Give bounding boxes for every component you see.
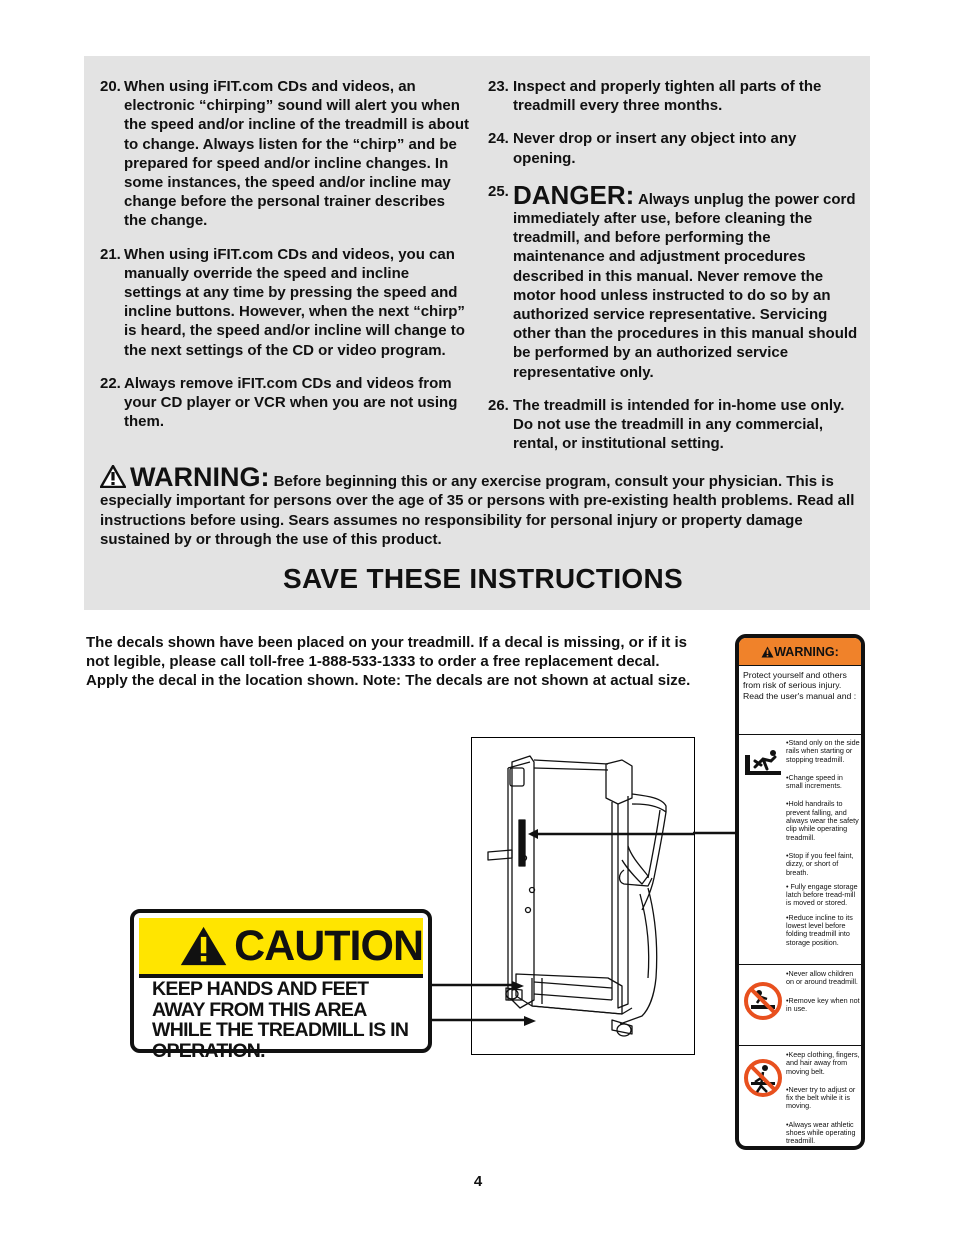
save-instructions-heading: SAVE THESE INSTRUCTIONS: [283, 563, 683, 594]
no-children-icon: [743, 981, 783, 1021]
warning-decal-header: [739, 638, 861, 666]
item-text: The treadmill is intended for in-home use only. Do not use the treadmill in any commercial, rental, or institutional setting.: [513, 396, 845, 453]
list-item: •Never allow children on or around treadmill.: [786, 969, 858, 987]
item-number: 21.: [100, 245, 121, 263]
no-loose-clothing-icon: [743, 1058, 783, 1098]
item-text: When using iFIT.com CDs and videos, you can manually override the speed and incline settings at any time by pressing the speed and incline buttons. However, when the next “chirp” is heard, the speed and/or incline will change to the next settings of the CD or video program.: [124, 245, 465, 359]
list-item: • Fully engage storage latch before tread-mill is moved or stored.: [786, 881, 858, 908]
stand-on-rails-icon: [743, 747, 783, 779]
warning-decal-intro: Protect yourself and others from risk of serious injury. Read the user's manual and :: [743, 670, 857, 701]
caution-text: KEEP HANDS AND FEET AWAY FROM THIS AREA WHILE THE TREADMILL IS IN OPERATION.: [152, 978, 409, 1062]
list-item: •Stand only on the side rails when starting or stopping treadmill.: [786, 738, 860, 764]
warning-text: Before beginning this or any exercise program, consult your physician. This is especially important for persons over the age of 35 or persons with pre-existing health problems. Read all instructions before using. Sears assumes no responsibility for personal injury or property damage sustained by or through the use of this product.: [100, 473, 855, 548]
warning-decal-section-1: [739, 734, 861, 964]
warning-decal-section-2: [739, 964, 861, 1045]
item-text: When using iFIT.com CDs and videos, an electronic “chirping” sound will alert you when the speed and/or incline of the treadmill is about to change. Always listen for the “chirp” and be prepared for speed and/or incline changes. In some instances, the speed and/or incline may change before the personal trainer describes the change.: [124, 78, 470, 230]
warning-label: WARNING:: [130, 462, 270, 492]
caution-decal: [130, 909, 432, 1062]
item-number: 25.: [488, 182, 509, 200]
list-item: •Hold handrails to prevent falling, and always wear the safety clip while operating treadmill.: [786, 799, 859, 842]
list-item: •Keep clothing, fingers, and hair away from moving belt.: [786, 1050, 860, 1076]
danger-label: DANGER:: [513, 179, 635, 210]
warning-triangle-icon: [761, 646, 774, 658]
list-item: •Reduce incline to its lowest level before folding treadmill into storage position.: [786, 912, 853, 947]
warning-decal-list-3: [786, 1046, 861, 1146]
item-number: 23.: [488, 78, 509, 95]
caution-header: [139, 918, 423, 978]
item-text: Inspect and properly tighten all parts of the treadmill every three months.: [513, 78, 822, 115]
item-text: Always unplug the power cord immediately after use, before cleaning the treadmill, and before performing the maintenance and adjustment procedures described in this manual. Never remove the motor hood unless instructed to do so by an authorized service representative. Servicing other than the procedures in this manual should be performed by an authorized service representative only.: [513, 190, 858, 381]
list-item: •Never try to adjust or fix the belt while it is moving.: [786, 1084, 856, 1111]
page-number: 4: [473, 1173, 483, 1190]
item-text: Always remove iFIT.com CDs and videos from your CD player or VCR when you are not using them.: [124, 374, 458, 431]
warning-decal-title: WARNING:: [774, 644, 839, 659]
list-item: •Remove key when not in use.: [786, 995, 860, 1013]
list-item: •Change speed in small increments.: [786, 772, 843, 791]
warning-decal-section-3: [739, 1045, 861, 1150]
item-number: 20.: [100, 78, 121, 95]
decal-intro-text: The decals shown have been placed on your treadmill. If a decal is missing, or if it is not legible, please call toll-free 1-888-533-1333 to order a free replacement decal. Apply the decal in the location shown. Note: The decals are not shown at actual size.: [86, 634, 691, 690]
item-number: 26.: [488, 396, 509, 414]
warning-decal: [735, 634, 865, 1150]
list-item: •Always wear athletic shoes while operating treadmill.: [786, 1119, 856, 1146]
list-item: •Stop if you feel faint, dizzy, or short of breath.: [786, 850, 854, 877]
caution-title: CAUTION: [234, 921, 423, 970]
warning-decal-list-2: [786, 965, 861, 1013]
caution-triangle-icon: [179, 923, 228, 969]
item-number: 24.: [488, 130, 509, 148]
item-text: Never drop or insert any object into any opening.: [513, 130, 797, 167]
item-number: 22.: [100, 374, 121, 392]
warning-decal-list-1: [786, 735, 861, 947]
